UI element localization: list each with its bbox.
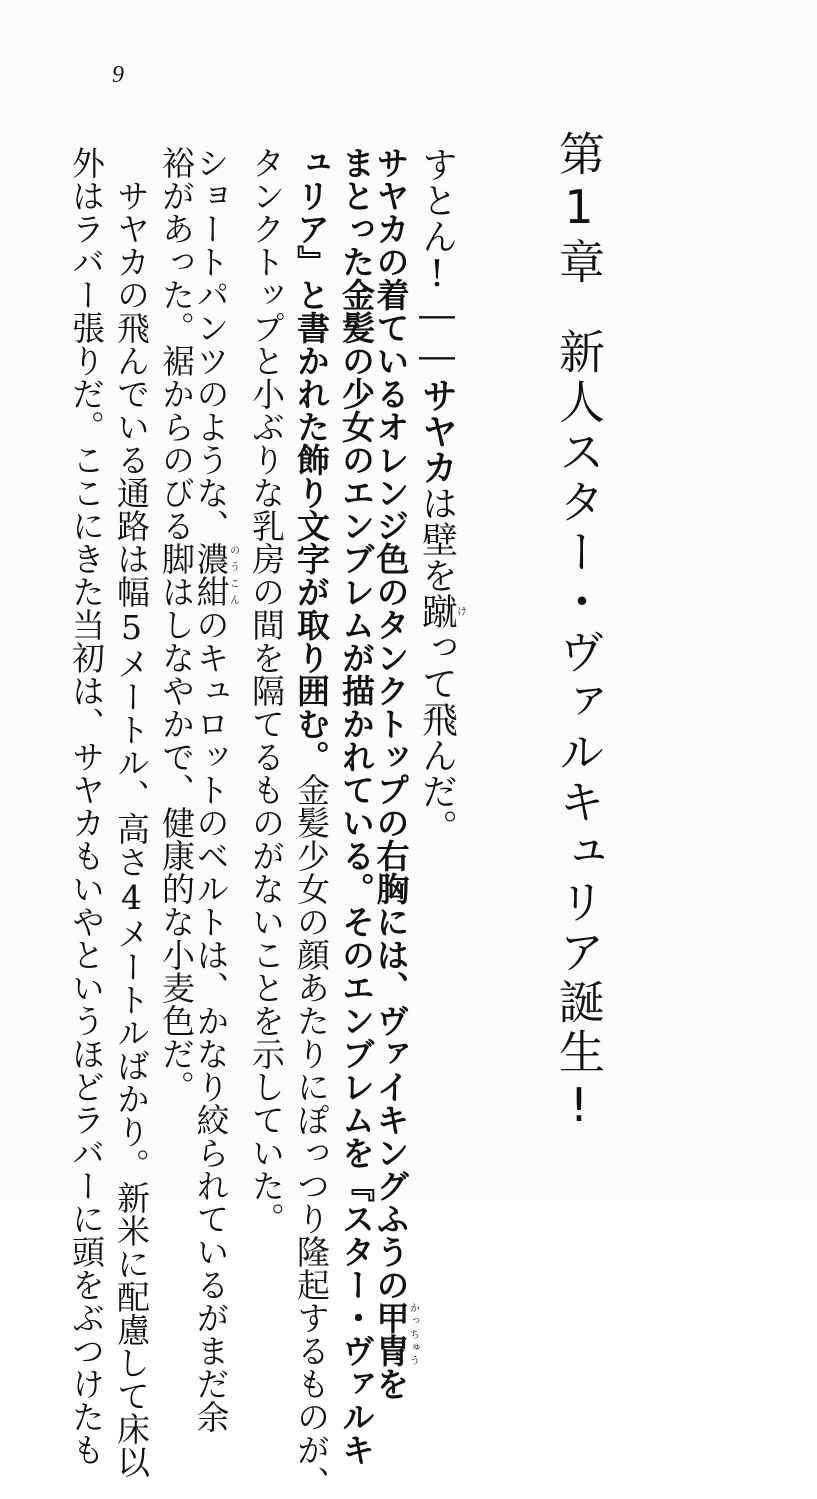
col6-b-ruby xyxy=(191,542,239,608)
col2-a: サヤカの着ているオレンジ色のタンクトップの右胸には、ヴァイキングふうの xyxy=(371,146,411,1301)
col9-a: 外はラバー張りだ。ここにきた当初は、サヤカもいやというほどラバーに頭をぶつけたも xyxy=(67,146,106,1466)
col1-e: を xyxy=(416,557,458,593)
text-column-9 xyxy=(63,146,106,1466)
text-column-2 xyxy=(371,146,419,1400)
text-column-4 xyxy=(288,146,331,1499)
col4-a: ュリア』と書かれた飾り文字が取り囲む。 xyxy=(292,146,331,773)
col1-g: って飛んだ。 xyxy=(416,629,458,845)
col6-b-reading: のうこん xyxy=(227,542,239,608)
col4-b: 金髪少女の顔あたりにぽっつり隆起するものが、 xyxy=(292,773,331,1499)
text-column-7 xyxy=(153,146,196,1103)
col2-b-reading: かっちゅう xyxy=(407,1301,419,1367)
col6-b: 濃紺 xyxy=(191,542,231,608)
col1-f: 蹴 xyxy=(416,593,458,629)
col1-c: は xyxy=(416,485,458,521)
page-number: 9 xyxy=(112,62,124,88)
col3-a: まとった金髪の少女のエンブレムが描かれている。そのエンブレムを『スター・ヴァルキ xyxy=(337,146,376,1466)
text-column-5 xyxy=(243,146,286,1235)
col2-b-ruby xyxy=(371,1301,419,1367)
col6-c: のキュロットのベルトは、かなり絞られているがまだ余 xyxy=(191,608,231,1433)
col1-d: 壁 xyxy=(416,521,458,557)
col6-a: ショートパンツのような、 xyxy=(191,146,231,542)
col1-f-reading: け xyxy=(454,593,466,629)
col7-a: 裕があった。裾からのびる脚はしなやかで、健康的な小麦色だ。 xyxy=(157,146,196,1103)
col2-b: 甲冑 xyxy=(371,1301,411,1367)
col8-a: サヤカの飛んでいる通路は幅5メートル、高さ4メートルばかり。新米に配慮して床以 xyxy=(112,146,151,1478)
text-column-1 xyxy=(416,146,466,845)
text-column-3 xyxy=(333,146,376,1466)
chapter-prefix: 第1章 xyxy=(552,130,606,288)
col1-a: すとん!―― xyxy=(416,146,458,377)
text-column-8 xyxy=(108,146,151,1478)
col2-c: を xyxy=(371,1367,411,1400)
chapter-title: 新人スター・ヴァルキュリア誕生! xyxy=(552,328,606,1136)
chapter-heading xyxy=(552,130,606,1136)
col5-a: タンクトップと小ぶりな乳房の間を隔てるものがないことを示していた。 xyxy=(247,146,286,1235)
text-column-6 xyxy=(191,146,239,1433)
col1-f-ruby xyxy=(416,593,466,629)
col1-b: サヤカ xyxy=(416,377,458,485)
